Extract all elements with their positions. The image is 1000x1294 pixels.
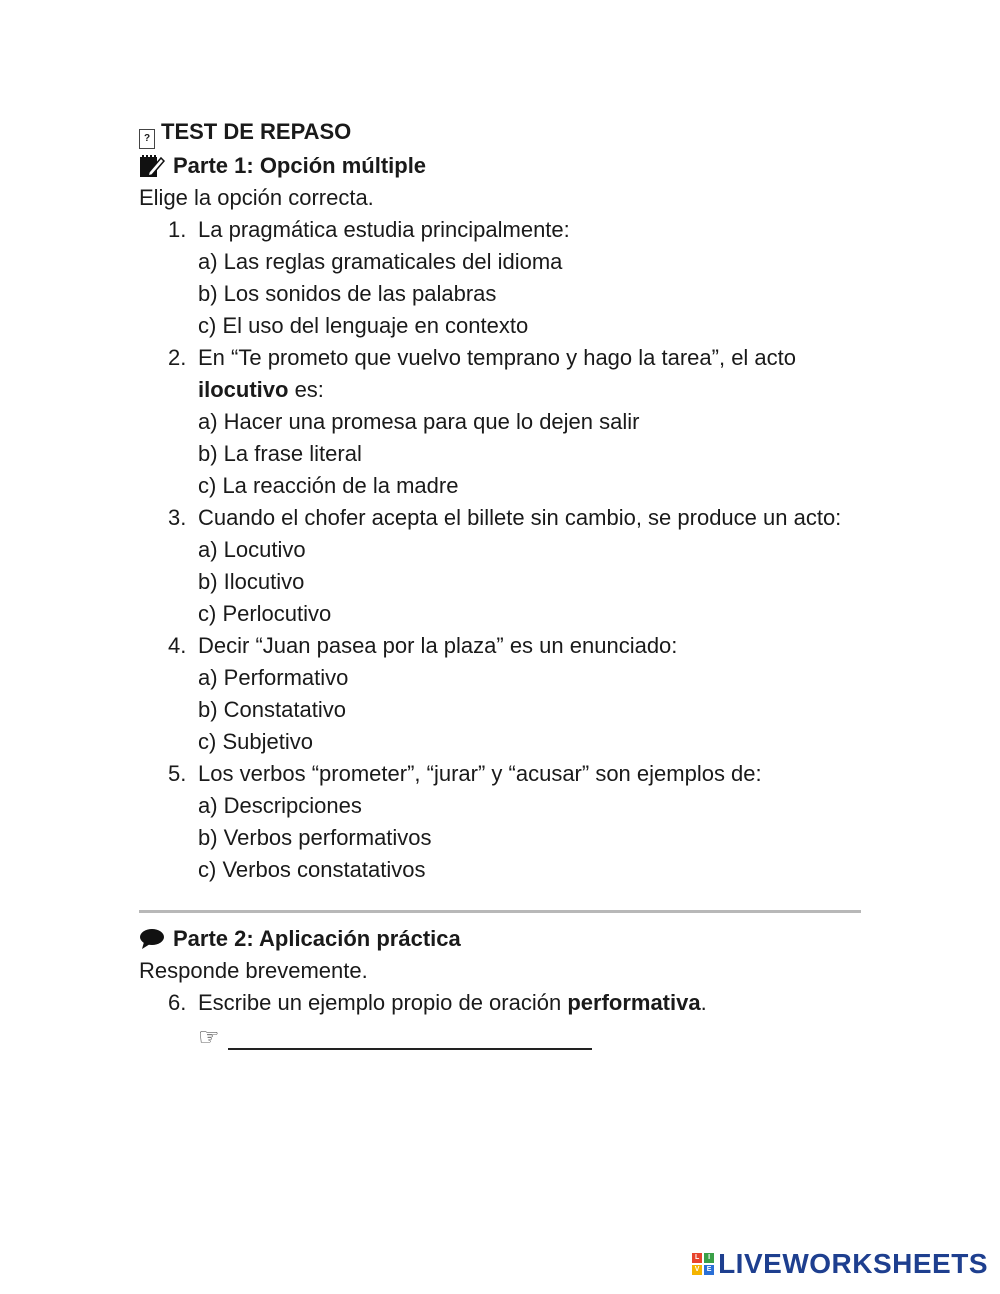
question-4: 4. Decir “Juan pasea por la plaza” es un enunciado: [139, 630, 861, 662]
question-number: 4. [168, 633, 187, 658]
question-5: 5. Los verbos “prometer”, “jurar” y “acusar” son ejemplos de: [139, 758, 861, 790]
section-divider [139, 910, 861, 913]
answer-option[interactable]: c) Perlocutivo [198, 601, 332, 626]
liveworksheets-logo: L I V E LIVEWORKSHEETS [692, 1248, 988, 1280]
question-list [139, 214, 861, 886]
logo-block: L [692, 1253, 702, 1263]
answer-blank-input[interactable] [228, 1026, 592, 1050]
answer-option[interactable]: b) Ilocutivo [198, 569, 305, 594]
part1-instruction: Elige la opción correcta. [139, 185, 374, 210]
test-title: ? TEST DE REPASO [139, 114, 861, 150]
question-number: 2. [168, 345, 187, 370]
logo-block: V [692, 1265, 702, 1275]
answer-option[interactable]: b) Los sonidos de las palabras [198, 281, 497, 306]
answer-option[interactable]: a) Las reglas gramaticales del idioma [198, 249, 563, 274]
memo-pencil-icon [139, 154, 165, 178]
answer-option[interactable]: b) La frase literal [198, 441, 362, 466]
pointing-hand-icon: ☞ [198, 1024, 220, 1051]
logo-block: I [704, 1253, 714, 1263]
logo-blocks-icon [692, 1253, 714, 1275]
part2-heading: Parte 2: Aplicación práctica [139, 923, 861, 955]
answer-option[interactable]: c) La reacción de la madre [198, 473, 459, 498]
answer-row [139, 1019, 861, 1057]
question-number: 3. [168, 505, 187, 530]
question-2: 2. En “Te prometo que vuelvo temprano y hago la tarea”, el acto ilocutivo es: [139, 342, 861, 406]
answer-option[interactable]: b) Verbos performativos [198, 825, 432, 850]
question-number: 6. [168, 990, 187, 1015]
question-1: 1. La pragmática estudia principalmente: [139, 214, 861, 246]
answer-option[interactable]: a) Descripciones [198, 793, 362, 818]
answer-option[interactable]: b) Constatativo [198, 697, 346, 722]
speech-bubble-icon [139, 928, 165, 950]
question-number: 5. [168, 761, 187, 786]
part1-heading: Parte 1: Opción múltiple [139, 150, 861, 182]
part2-instruction: Responde brevemente. [139, 958, 368, 983]
answer-option[interactable]: a) Locutivo [198, 537, 306, 562]
worksheet [139, 114, 861, 1057]
question-3: 3. Cuando el chofer acepta el billete sin cambio, se produce un acto: [139, 502, 861, 534]
answer-option[interactable]: a) Performativo [198, 665, 349, 690]
answer-option[interactable]: c) Verbos constatativos [198, 857, 426, 882]
question-number: 1. [168, 217, 187, 242]
answer-option[interactable]: c) El uso del lenguaje en contexto [198, 313, 529, 338]
missing-glyph-icon: ? [139, 129, 155, 149]
logo-block: E [704, 1265, 714, 1275]
question-6: 6. Escribe un ejemplo propio de oración performativa. [139, 987, 861, 1019]
answer-option[interactable]: a) Hacer una promesa para que lo dejen salir [198, 409, 640, 434]
answer-option[interactable]: c) Subjetivo [198, 729, 313, 754]
